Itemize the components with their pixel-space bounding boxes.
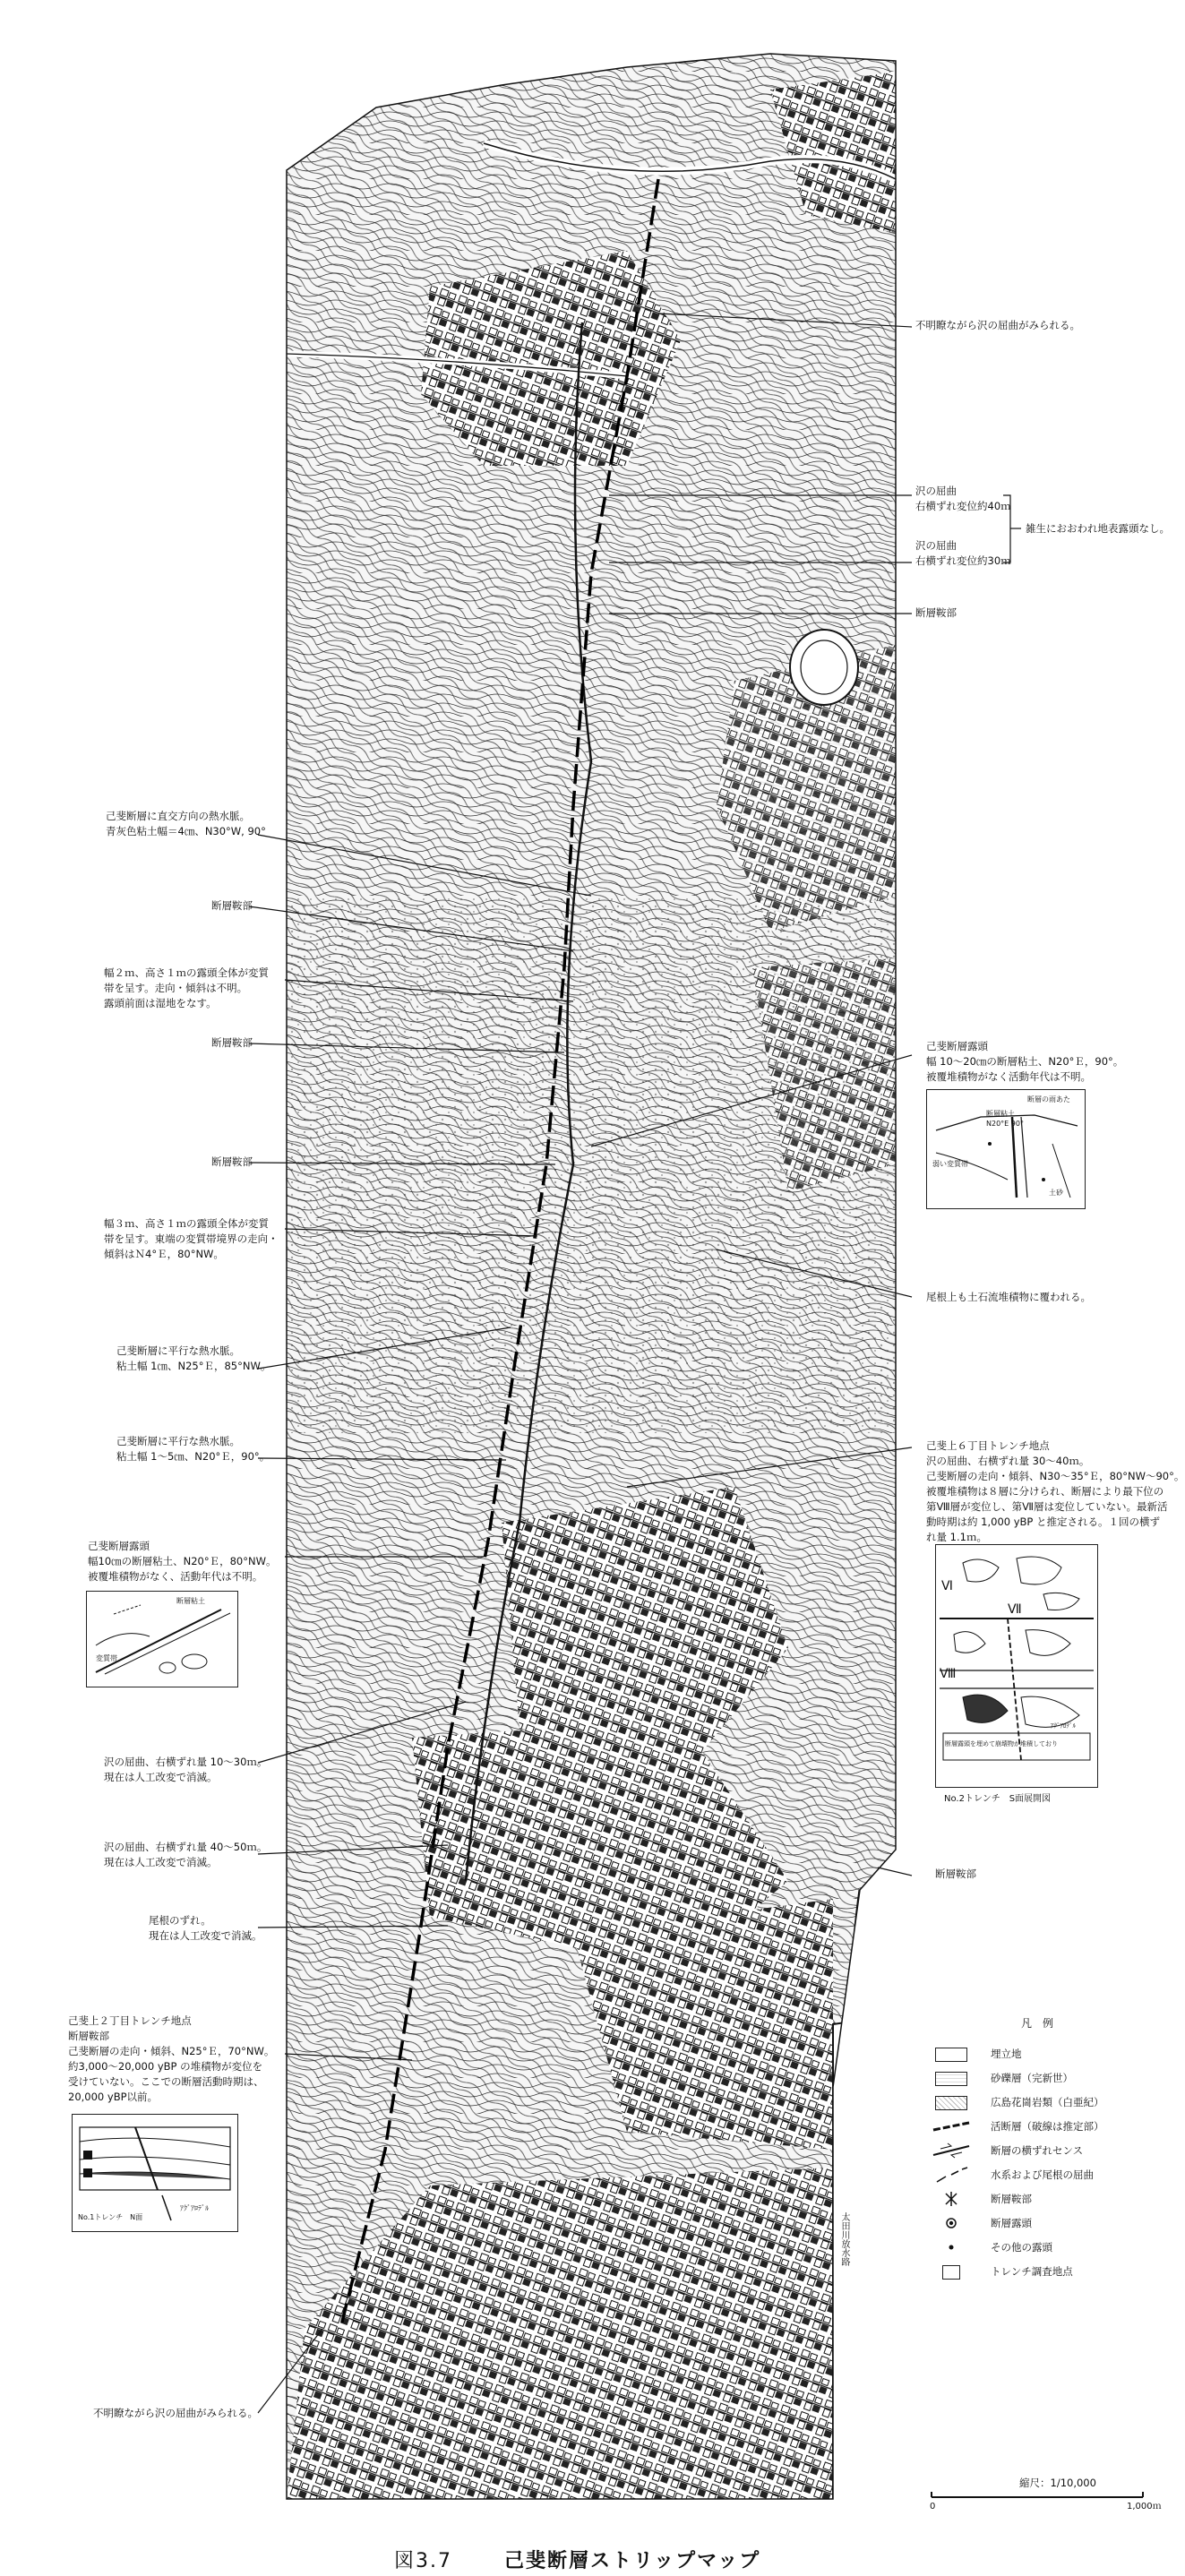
trench6-section-inset	[935, 1544, 1098, 1788]
note-text: 傾斜はＮ4°Ｅ，80°NW。	[104, 1248, 224, 1260]
note-text: れ量 1.1ｍ。	[926, 1531, 987, 1543]
note-text: 被覆堆積物がなく、活動年代は不明。	[88, 1570, 263, 1583]
note-b2	[211, 898, 253, 914]
note-text: 受けていない。ここでの断層活動時期は、	[68, 2075, 264, 2088]
note-b8	[116, 1434, 270, 1464]
note-text: 被覆堆積物は８層に分けられ、断層により最下位の	[926, 1485, 1164, 1498]
note-text: 粘土幅 1㎝、N25°Ｅ，85°NW。	[116, 1360, 271, 1372]
note-b13	[68, 2014, 274, 2105]
note-text: 沢の屈曲	[915, 485, 957, 497]
note-text: 尾根上も土石流堆積物に覆われる。	[926, 1291, 1091, 1303]
note-text: 不明瞭ながら沢の屈曲がみられる。	[93, 2407, 258, 2419]
figure-title: 己斐断層ストリップマップ	[504, 2550, 761, 2572]
note-text: 幅３ｍ、高さ１ｍの露頭全体が変質	[104, 1217, 269, 1230]
note-text: 己斐断層に直交方向の熱水脈。	[106, 810, 250, 822]
legend-item	[932, 2114, 1164, 2138]
fault-saddle-icon	[932, 2190, 971, 2208]
note-text: 幅10㎝の断層粘土、N20°Ｅ，80°NW。	[88, 1555, 277, 1567]
trench6-layer-viii: Ⅷ	[940, 1667, 957, 1681]
legend-item	[932, 2235, 1164, 2259]
note-text: 約3,000～20,000 yBP の堆積物が変位を	[68, 2060, 263, 2073]
trench2-label: No.1トレンチ N面	[78, 2213, 143, 2221]
note-text: 動時期は約 1,000 yBP と推定される。１回の横ず	[926, 1516, 1161, 1528]
note-text: 幅２ｍ、高さ１ｍの露頭全体が変質	[104, 966, 269, 979]
note-text: 己斐断層に平行な熱水脈。	[116, 1344, 240, 1357]
note-b10	[104, 1755, 267, 1785]
legend-label: 水系および尾根の屈曲	[991, 2168, 1094, 2181]
trench2-section-inset	[72, 2114, 238, 2232]
legend-label: 活断層（破線は推定部）	[991, 2119, 1104, 2133]
legend-label: 砂礫層（完新世）	[991, 2071, 1073, 2084]
outcrop-label: 断層粘土	[176, 1597, 205, 1605]
note-text: 右横ずれ変位約30ｍ	[915, 554, 1011, 567]
note-a3	[915, 538, 1011, 569]
trench6-layer-vii: Ⅶ	[1008, 1602, 1022, 1617]
note-text: 20,000 yBP以前。	[68, 2091, 159, 2103]
note-b14	[93, 2406, 258, 2421]
map-legend	[932, 2015, 1164, 2283]
note-text: 断層鞍部	[211, 899, 253, 912]
scale-zero: 0	[930, 2502, 936, 2512]
figure-number: 図3.7	[394, 2550, 452, 2572]
note-text: 第Ⅷ層が変位し、第Ⅶ層は変位していない。最新活	[926, 1500, 1168, 1513]
river-label: 太田川放水路	[839, 2212, 849, 2266]
note-text: 粘土幅 1～5㎝、N20°Ｅ，90°。	[116, 1450, 270, 1463]
note-text: 帯を呈す。走向・傾斜は不明。	[104, 982, 248, 994]
legend-item	[932, 2186, 1164, 2211]
scale-label: 縮尺：1/10,000	[1019, 2477, 1096, 2489]
note-b12	[149, 1913, 262, 1944]
legend-label: その他の露頭	[991, 2240, 1052, 2254]
note-text: 不明瞭ながら沢の屈曲がみられる。	[915, 319, 1080, 331]
legend-label: 広島花崗岩類（白亜紀）	[991, 2095, 1104, 2108]
note-text: 己斐上６丁目トレンチ地点	[926, 1439, 1050, 1452]
fault-outcrop-icon	[932, 2214, 971, 2232]
trench6-label: No.2トレンチ S面展開図	[944, 1794, 1052, 1804]
outcrop-label: N20°E 90°	[986, 1120, 1024, 1128]
note-text: 右横ずれ変位約40ｍ	[915, 500, 1011, 512]
trench6-layer-vi: Ⅵ	[941, 1579, 953, 1593]
scale-bar	[930, 2476, 1172, 2512]
note-b11	[104, 1840, 267, 1870]
note-text: 己斐断層の走向・傾斜、N30～35°Ｅ，80°NW～90°。	[926, 1470, 1185, 1482]
note-a4	[915, 605, 957, 621]
outcrop-label: 断層の雨あた	[1027, 1095, 1070, 1103]
note-b6	[104, 1216, 279, 1262]
active-fault-icon	[932, 2117, 971, 2135]
note-text: 被覆堆積物がなく活動年代は不明。	[926, 1070, 1091, 1083]
note-a2	[915, 484, 1011, 514]
reclaimed-land-icon	[932, 2045, 971, 2063]
stream-bend-icon	[932, 2166, 971, 2184]
note-a1	[915, 318, 1080, 333]
note-text: 断層鞍部	[68, 2030, 109, 2042]
note-b9	[88, 1539, 276, 1584]
note-b7	[116, 1344, 270, 1374]
note-c3	[926, 1438, 1184, 1545]
note-text: 尾根のずれ。	[149, 1914, 211, 1927]
note-text: 沢の屈曲、右横ずれ量 40～50ｍ。	[104, 1841, 268, 1853]
trench6-legend: ｱｸﾞｱﾛﾃﾞﾙ	[1051, 1722, 1076, 1730]
note-text: 己斐断層露頭	[926, 1040, 988, 1052]
note-text: 己斐断層に平行な熱水脈。	[116, 1435, 240, 1447]
outcrop-label: 断層粘土	[986, 1110, 1015, 1118]
note-b3	[104, 966, 269, 1011]
note-c4	[935, 1867, 976, 1882]
figure-caption	[394, 2546, 760, 2573]
note-text: 現在は人工改変で消滅。	[104, 1856, 218, 1868]
note-text: 己斐断層露頭	[88, 1540, 150, 1552]
legend-label: 断層の横ずれセンス	[991, 2143, 1084, 2157]
legend-item	[932, 2259, 1164, 2283]
trench-site-icon	[932, 2263, 971, 2280]
note-text: 雑生におおわれ地表露頭なし。	[1026, 522, 1170, 535]
legend-item	[932, 2041, 1164, 2065]
note-text: 断層鞍部	[935, 1868, 976, 1880]
legend-item	[932, 2162, 1164, 2186]
note-c2	[926, 1290, 1091, 1305]
note-text: 沢の屈曲、右横ずれ量 10～30ｍ。	[104, 1756, 268, 1768]
note-c1	[926, 1039, 1123, 1085]
note-text: 断層鞍部	[211, 1036, 253, 1049]
outcrop-sketch-b9	[86, 1591, 238, 1687]
note-a23-bracket	[1026, 521, 1170, 537]
legend-label: トレンチ調査地点	[991, 2264, 1073, 2278]
trench6-section-drawing	[936, 1545, 1097, 1787]
outcrop-label: 変質帯	[96, 1654, 117, 1662]
outcrop-label: 土砂	[1049, 1189, 1063, 1197]
scale-max: 1,000ｍ	[1127, 2502, 1162, 2512]
strike-slip-sense-icon	[932, 2142, 971, 2160]
note-text: 現在は人工改変で消滅。	[149, 1929, 262, 1942]
note-text: 沢の屈曲	[915, 539, 957, 552]
note-text: 青灰色粘土幅＝4㎝、N30°W, 90°	[106, 825, 266, 837]
note-text: 己斐上２丁目トレンチ地点	[68, 2014, 192, 2027]
note-text: 己斐断層の走向・傾斜、N25°Ｅ，70°NW。	[68, 2045, 275, 2057]
note-text: 断層鞍部	[211, 1155, 253, 1168]
legend-label: 断層露頭	[991, 2216, 1032, 2229]
outcrop-label: 弱い変質帯	[932, 1160, 968, 1168]
legend-label: 埋立地	[991, 2047, 1022, 2060]
granite-icon	[932, 2093, 971, 2111]
outcrop-sketch-drawing	[87, 1592, 237, 1687]
legend-title: 凡 例	[1021, 2017, 1054, 2030]
note-text: 現在は人工改変で消滅。	[104, 1771, 218, 1783]
legend-item	[932, 2211, 1164, 2235]
note-b4	[211, 1035, 253, 1051]
trench2-legend: ｱｸﾞｱﾛﾃﾞﾙ	[180, 2204, 209, 2212]
note-text: 帯を呈す。東端の変質帯境界の走向・	[104, 1232, 279, 1245]
other-outcrop-icon	[932, 2238, 971, 2256]
note-text: 幅 10～20㎝の断層粘土、N20°Ｅ，90°。	[926, 1055, 1124, 1068]
legend-label: 断層鞍部	[991, 2192, 1032, 2205]
note-text: 露頭前面は湿地をなす。	[104, 997, 217, 1009]
trench6-note: 断層露頭を埋めて崩壊物が堆積しており	[945, 1740, 1058, 1747]
outcrop-sketch-c1	[926, 1089, 1086, 1209]
legend-item	[932, 2138, 1164, 2162]
note-text: 沢の屈曲、右横ずれ量 30～40ｍ。	[926, 1455, 1090, 1467]
note-b5	[211, 1155, 253, 1170]
legend-item	[932, 2065, 1164, 2090]
note-b1	[106, 809, 266, 839]
note-text: 断層鞍部	[915, 606, 957, 619]
gravel-layer-icon	[932, 2069, 971, 2087]
legend-item	[932, 2090, 1164, 2114]
